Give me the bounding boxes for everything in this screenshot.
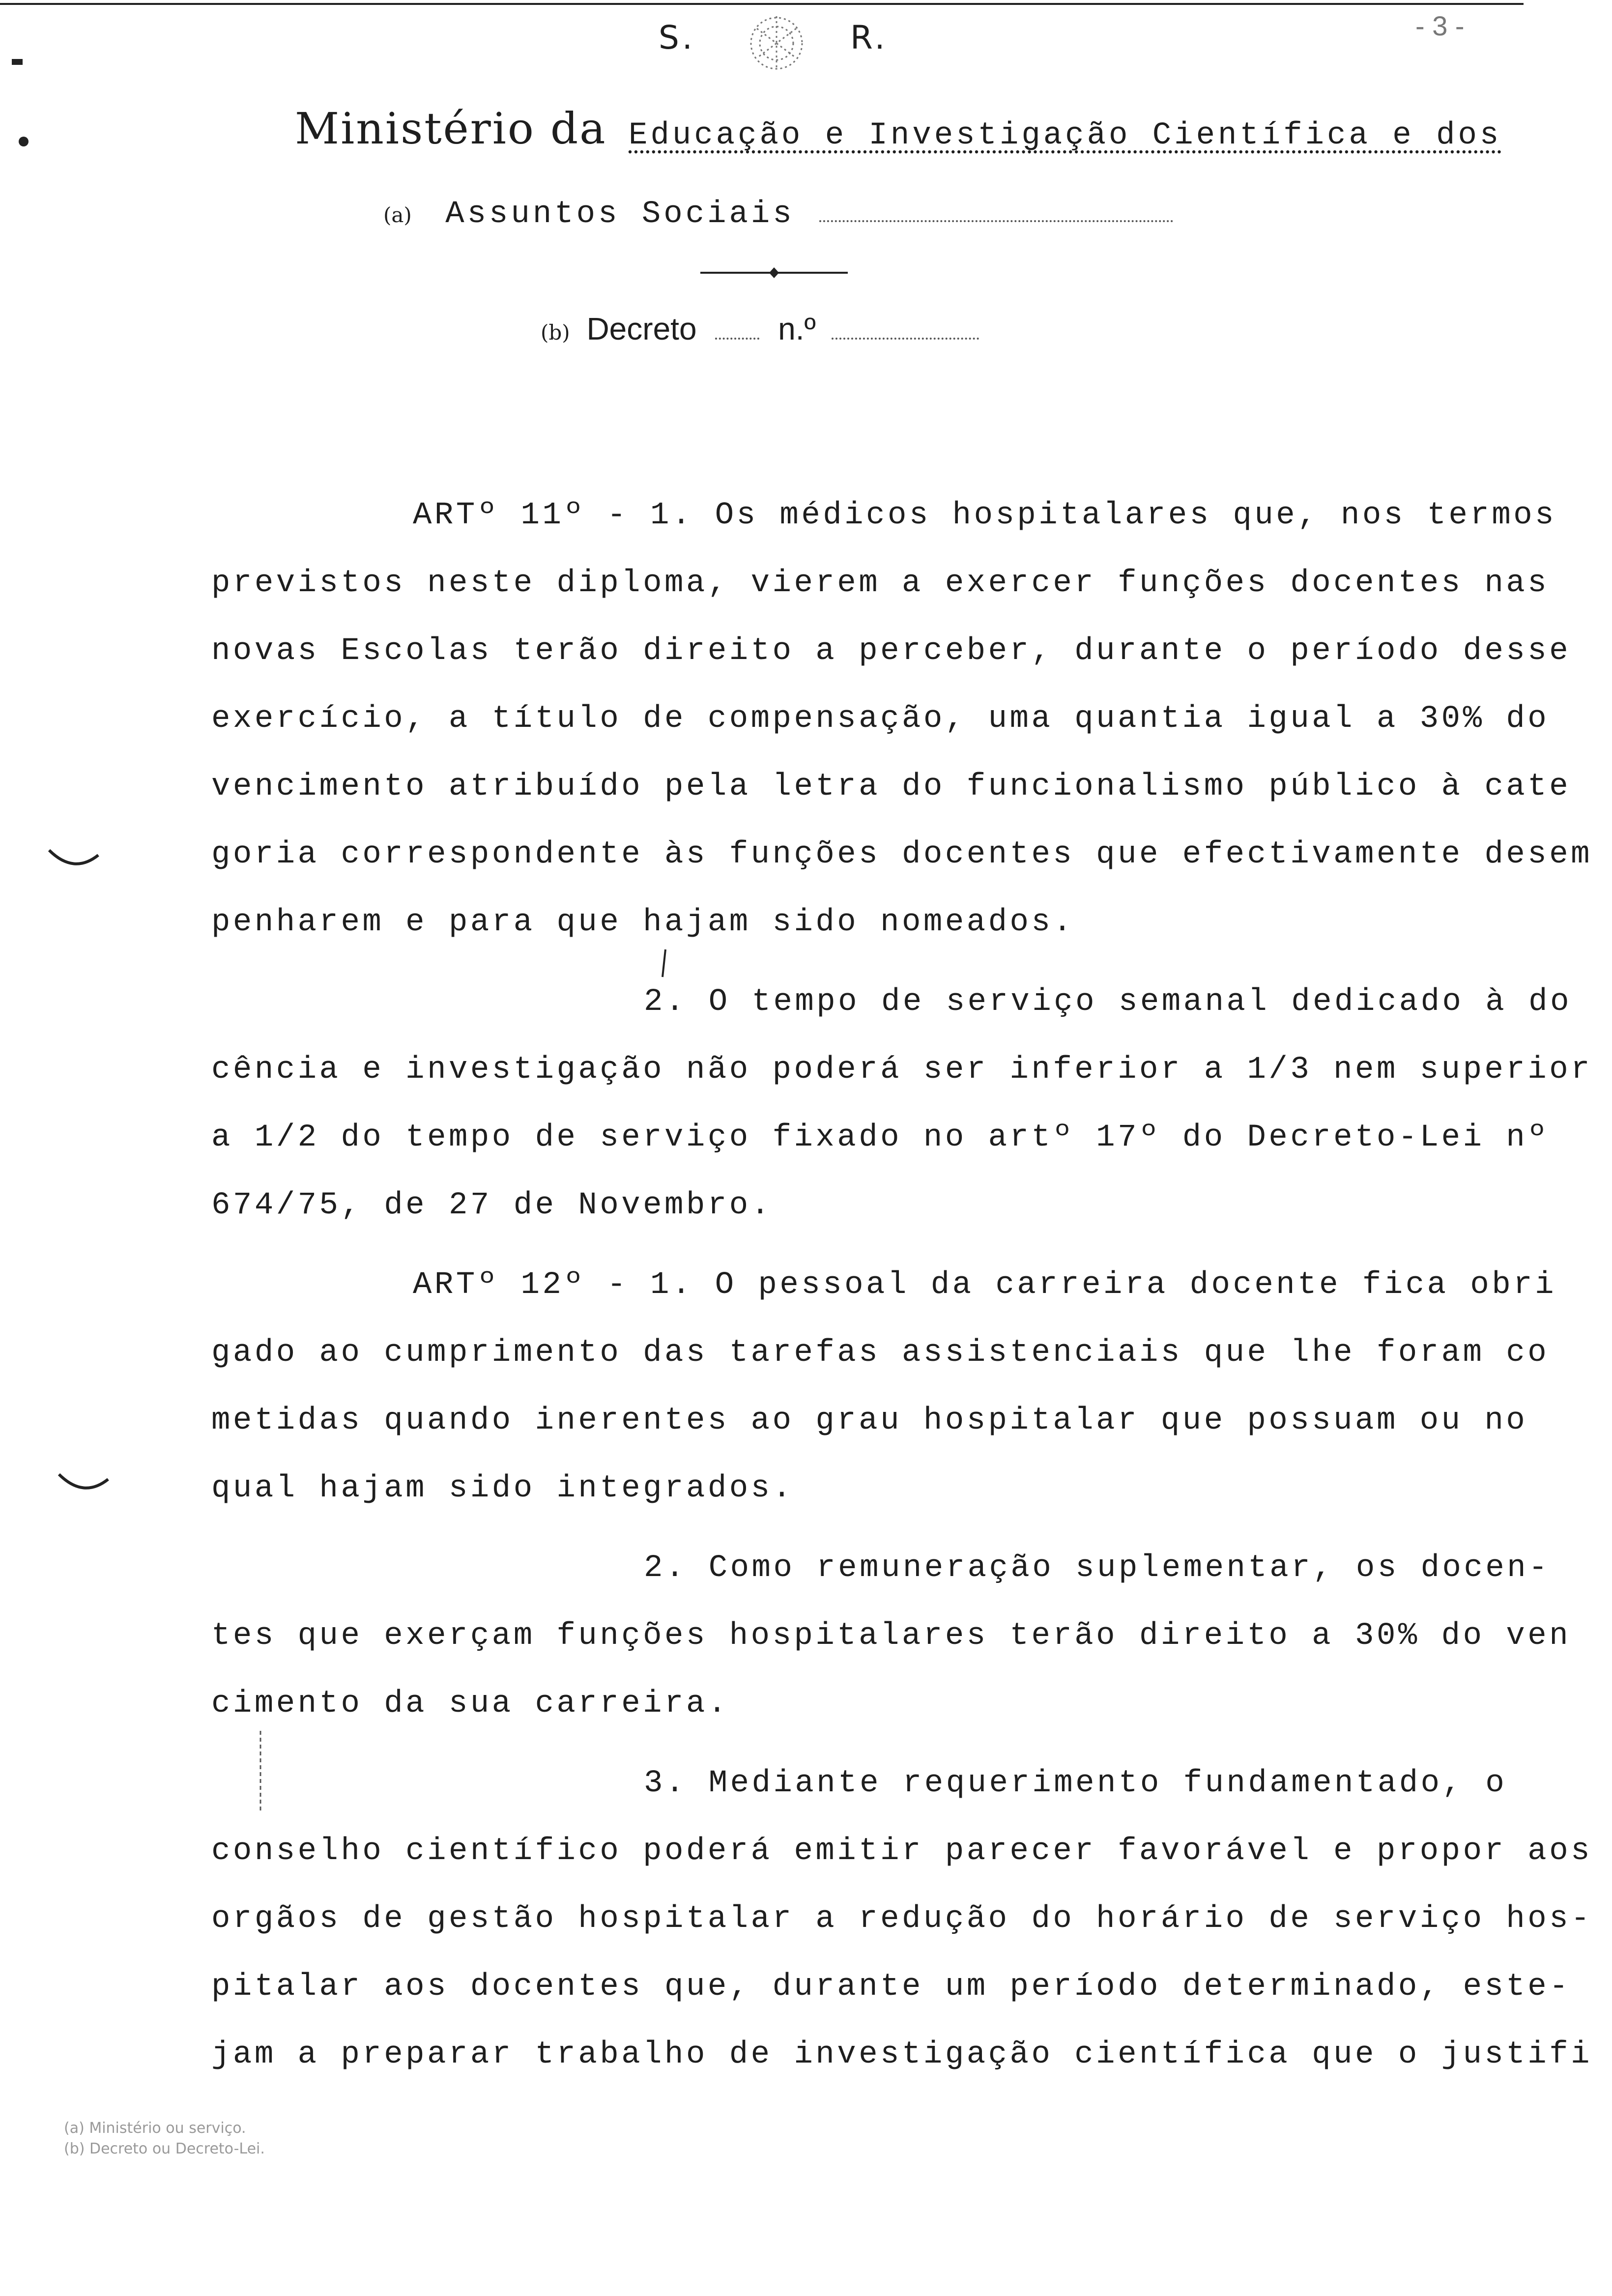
ministry-heading-big: Ministério da [295,103,607,154]
scan-dot-mark [15,133,34,152]
punch-hole-shadow [54,1469,113,1499]
body-line: a 1/2 do tempo de serviço fixado no artº 17º do Decreto-Lei nº [211,1120,1550,1155]
footer-note: (b) Decreto ou Decreto-Lei. [64,2140,265,2157]
body-line: gado ao cumprimento das tarefas assistenciais que lhe foram co [211,1335,1550,1371]
body-line: orgãos de gestão hospitalar a redução do horário de serviço hos- [211,1901,1592,1937]
dotted-fill-line [832,338,979,340]
body-line: ARTº 12º - 1. O pessoal da carreira docente fica obri [413,1267,1557,1303]
body-line: pitalar aos docentes que, durante um período determinado, este- [211,1969,1571,2005]
decreto-text: Decreto [586,311,697,346]
footer-notes [64,2118,265,2159]
body-line: 674/75, de 27 de Novembro. [211,1188,773,1223]
header-initials [659,19,888,57]
body-line: metidas quando inerentes ao grau hospitalar que possuam ou no [211,1403,1528,1438]
ministry-heading-rest: Educação e Investigação Científica e dos [629,118,1502,153]
body-line: goria correspondente às funções docentes que efectivamente desem [211,837,1592,872]
footer-note: (a) Ministério ou serviço. [64,2120,246,2137]
assuntos-text: Assuntos Sociais [445,197,795,232]
decreto-number-label: n.º [778,311,816,346]
pen-stroke-mark [659,948,668,978]
decree-line [541,311,979,347]
dotted-fill-line [715,338,759,340]
body-line: tes que exerçam funções hospitalares terão direito a 30% do ven [211,1618,1571,1654]
body-line: cimento da sua carreira. [211,1686,729,1722]
body-line: jam a preparar trabalho de investigação científica que o justifi [211,2037,1592,2072]
initial-right: R. [850,19,888,57]
ministry-heading [295,103,1501,154]
dotted-fill-line [819,215,1173,222]
body-line: 2. O tempo de serviço semanal dedicado à do [644,984,1572,1020]
body-line: conselho científico poderá emitir parecer favorável e propor aos [211,1834,1592,1869]
initial-left: S. [659,19,695,57]
body-line: exercício, a título de compensação, uma quantia igual a 30% do [211,701,1550,737]
body-line: 2. Como remuneração suplementar, os docen- [644,1550,1551,1586]
separator-ornament [700,265,848,280]
assuntos-label: (a) [383,203,412,227]
ministry-continuation [383,197,1173,232]
body-line: penharem e para que hajam sido nomeados. [211,905,1075,940]
pen-stroke-mark [256,1730,265,1813]
punch-hole-shadow [44,845,103,875]
body-line: ARTº 11º - 1. Os médicos hospitalares que, nos termos [413,498,1557,533]
decreto-label: (b) [541,320,570,344]
body-line: vencimento atribuído pela letra do funcionalismo público à cate [211,769,1571,804]
scan-dot-mark [10,54,29,74]
body-line: cência e investigação não poderá ser inferior a 1/3 nem superior [211,1052,1592,1088]
body-line: 3. Mediante requerimento fundamentado, o [644,1766,1507,1801]
document-body [211,482,1592,2089]
body-line: novas Escolas terão direito a perceber, durante o período desse [211,633,1571,669]
body-line: previstos neste diploma, vierem a exercer funções docentes nas [211,566,1550,601]
top-rule [0,3,1524,5]
page-number: - 3 - [1415,10,1465,41]
body-line: qual hajam sido integrados. [211,1471,794,1506]
coat-of-arms-emblem [727,9,826,78]
